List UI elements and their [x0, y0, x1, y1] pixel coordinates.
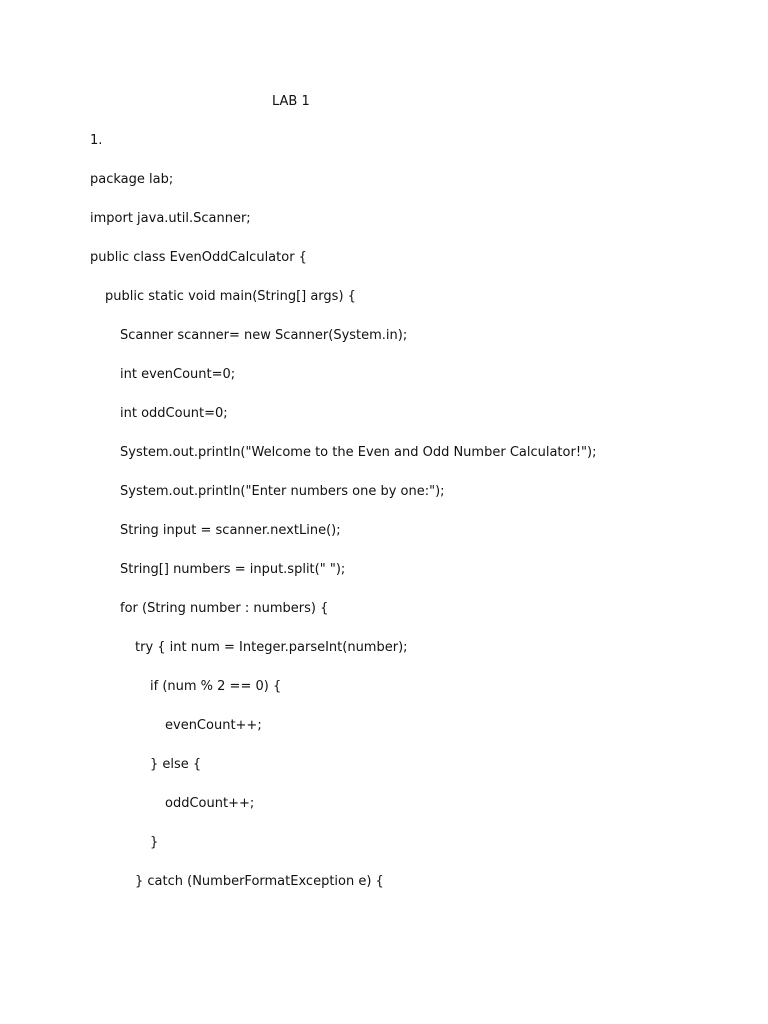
code-line: String input = scanner.nextLine();: [120, 523, 341, 538]
code-line: public static void main(String[] args) {: [105, 289, 356, 304]
code-line: System.out.println("Enter numbers one by one:");: [120, 484, 445, 499]
code-line: public class EvenOddCalculator {: [90, 250, 307, 265]
code-line: evenCount++;: [165, 718, 262, 733]
code-line: } catch (NumberFormatException e) {: [135, 874, 384, 889]
code-listing: [90, 132, 750, 912]
code-line: for (String number : numbers) {: [120, 601, 329, 616]
code-line: oddCount++;: [165, 796, 255, 811]
code-line: System.out.println("Welcome to the Even and Odd Number Calculator!");: [120, 445, 597, 460]
code-line: }: [150, 835, 159, 850]
code-line: String[] numbers = input.split(" ");: [120, 562, 346, 577]
code-line: if (num % 2 == 0) {: [150, 679, 282, 694]
code-line: int oddCount=0;: [120, 406, 228, 421]
code-line: package lab;: [90, 172, 174, 187]
code-line: } else {: [150, 757, 202, 772]
code-line: int evenCount=0;: [120, 367, 236, 382]
code-line: try { int num = Integer.parseInt(number);: [135, 640, 408, 655]
code-line: import java.util.Scanner;: [90, 211, 251, 226]
document-title: LAB 1: [272, 94, 310, 109]
question-number: 1.: [90, 133, 103, 148]
code-line: Scanner scanner= new Scanner(System.in);: [120, 328, 408, 343]
